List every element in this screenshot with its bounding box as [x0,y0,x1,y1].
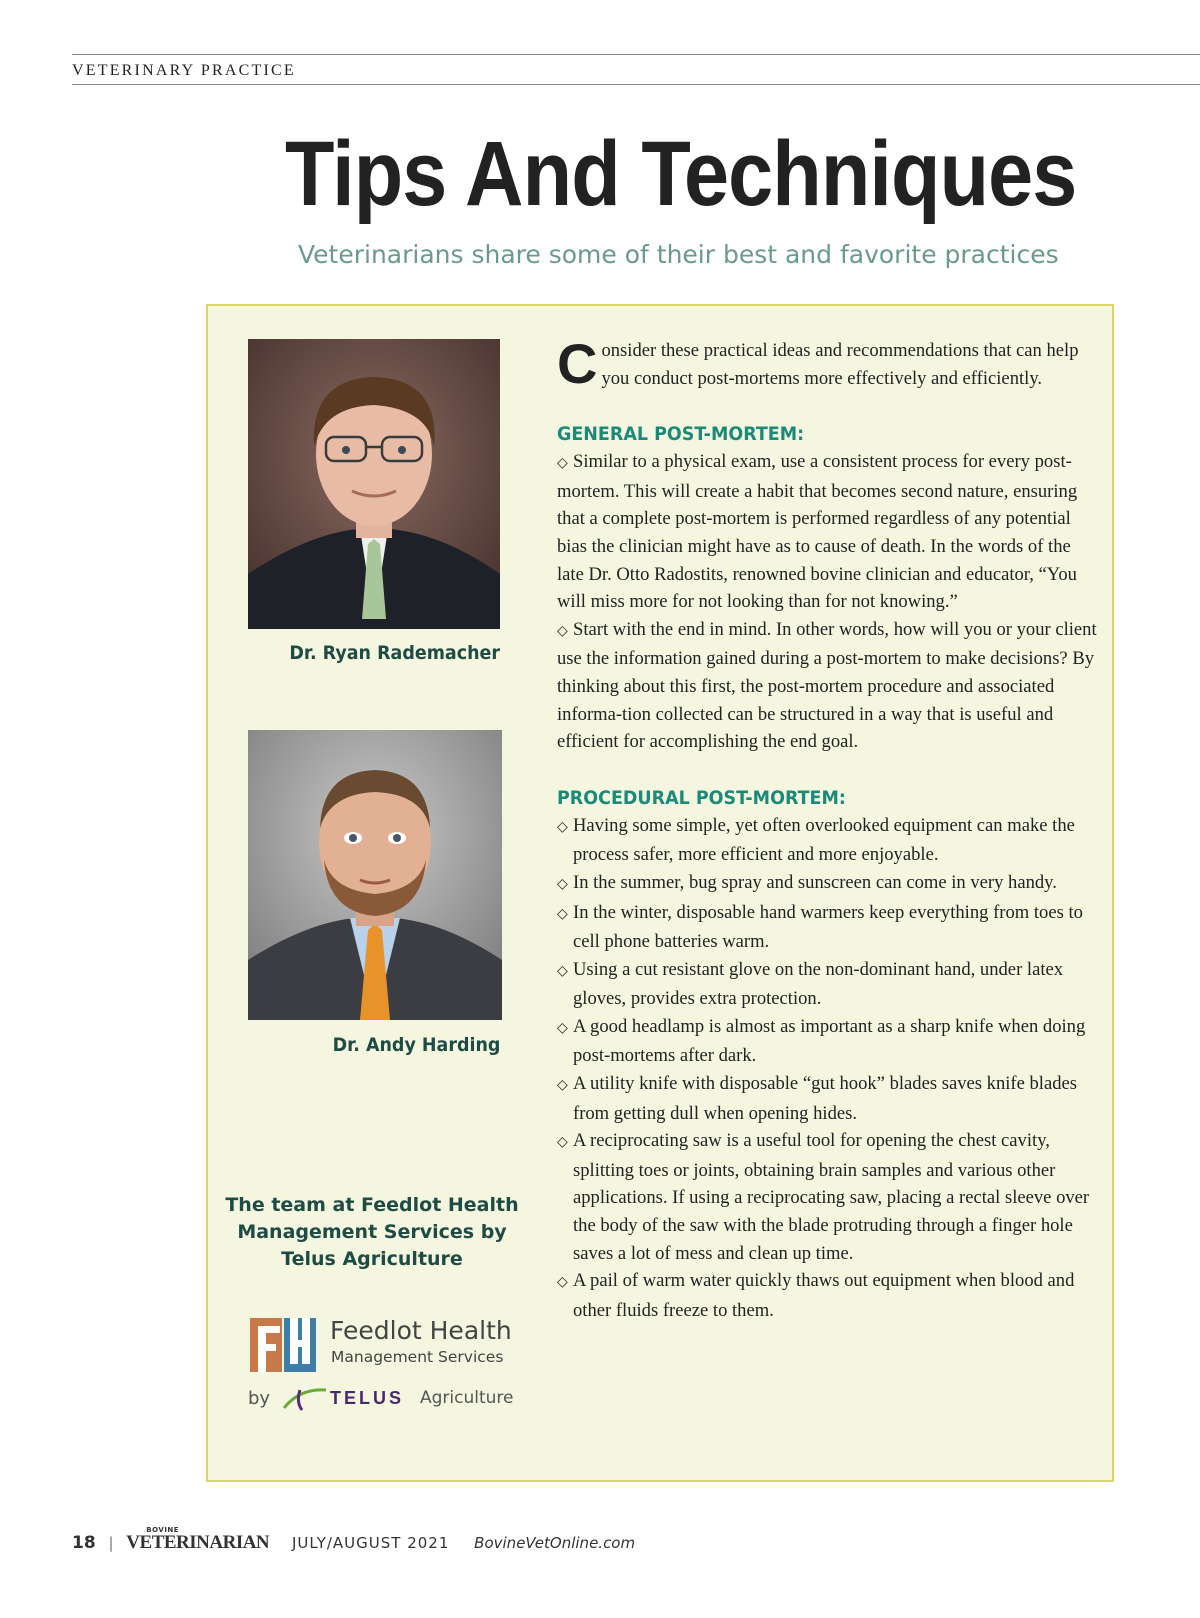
masthead-small: BOVINE [146,1526,180,1534]
diamond-bullet-icon: ◇ [557,876,568,892]
diamond-bullet-icon: ◇ [557,623,568,639]
diamond-bullet-icon: ◇ [557,819,568,835]
photo-ryan-rademacher [248,339,500,629]
procedural-item-text: A pail of warm water quickly thaws out equipment when blood and other fluids freeze to them. [573,1270,1075,1321]
procedural-item-text: In the summer, bug spray and sunscreen can come in very handy. [573,871,1057,893]
procedural-item-text: A utility knife with disposable “gut hook” blades saves knife blades from getting dull when opening hides. [573,1073,1078,1124]
procedural-item [557,1127,1097,1267]
diamond-bullet-icon: ◇ [557,1135,568,1151]
diamond-bullet-icon: ◇ [557,1275,568,1291]
logo-telus: TELUS [330,1388,405,1408]
procedural-item [557,1013,1097,1070]
general-item-text: Start with the end in mind. In other words, how will you or your client use the information gained during a post-mortem to make decisions? By thinking about this first, the post-mortem procedure and associated informa-tion collected can be structured in a way that is useful and efficient for accomplishing the end goal. [557,618,1097,753]
page-number: 18 [72,1533,96,1553]
procedural-item [557,1070,1097,1127]
logo-by: by [248,1388,271,1409]
header-bottom-rule [72,84,1200,85]
diamond-bullet-icon: ◇ [557,456,568,472]
masthead-text: VETERINARIAN [126,1532,270,1553]
diamond-bullet-icon: ◇ [557,1078,568,1094]
article-body [557,332,1097,1324]
team-line: The team at Feedlot Health [225,1194,519,1216]
procedural-item-text: Using a cut resistant glove on the non-dominant hand, under latex gloves, provides extra protection. [573,958,1064,1010]
procedural-item [557,812,1097,869]
intro-text: onsider these practical ideas and recommendations that can help you conduct post-mortems more effectively and efficiently. [601,340,1079,389]
procedural-item [557,1267,1097,1324]
procedural-item [557,899,1097,956]
issue-date: JULY/AUGUST 2021 [291,1534,450,1552]
caption-ryan-rademacher: Dr. Ryan Rademacher [289,642,500,664]
caption-andy-harding: Dr. Andy Harding [332,1034,500,1056]
footer-separator: | [108,1534,114,1552]
diamond-bullet-icon: ◇ [557,906,568,922]
feedlot-health-logo [248,1318,528,1418]
header-top-rule [72,54,1200,55]
procedural-item-text: In the winter, disposable hand warmers keep everything from toes to cell phone batteries warm. [573,901,1083,953]
diamond-bullet-icon: ◇ [557,1020,568,1036]
general-item-text: Similar to a physical exam, use a consistent process for every post-mortem. This will create a habit that becomes second nature, ensuring that a complete post-mortem is performed regardless of any potential bias the clinician might have as to cause of death. In the words of the late Dr. Otto Radostits, renowned bovine clinician and educator, “You will miss more for not looking than for not knowing.” [557,451,1078,613]
section-label: VETERINARY PRACTICE [72,62,296,79]
procedural-item [557,956,1097,1013]
logo-subname: Management Services [331,1348,504,1366]
website-link[interactable]: BovineVetOnline.com [474,1534,636,1552]
masthead-logo [126,1526,270,1554]
team-line: Management Services by [237,1221,507,1243]
intro-paragraph [557,332,1097,395]
procedural-item-text: A good headlamp is almost as important as a sharp knife when doing post-mortems after dark. [573,1015,1086,1067]
team-line: Telus Agriculture [281,1248,463,1270]
heading-general: GENERAL POST-MORTEM: [557,423,805,446]
article-title: Tips And Techniques [285,123,1077,225]
logo-agriculture: Agriculture [420,1388,514,1408]
logo-name: Feedlot Health [330,1316,512,1345]
general-item [557,448,1097,616]
page-footer [72,1526,636,1554]
photo-andy-harding [248,730,502,1020]
telus-leaf-icon [280,1384,330,1412]
diamond-bullet-icon: ◇ [557,963,568,979]
heading-procedural: PROCEDURAL POST-MORTEM: [557,786,846,809]
drop-cap: C [557,332,598,395]
team-credit [222,1192,522,1273]
procedural-item-text: Having some simple, yet often overlooked equipment can make the process safer, more efficient and more enjoyable. [573,814,1075,866]
article-subtitle: Veterinarians share some of their best and favorite practices [298,240,1059,269]
procedural-item-text: A reciprocating saw is a useful tool for opening the chest cavity, splitting toes or joints, obtaining brain samples and various other applications. If using a reciprocating saw, placing a rectal sleeve over the body of the saw with the blade protruding through a finger hole saves a lot of mess and clean up time. [573,1130,1090,1264]
procedural-item [557,869,1097,899]
general-item [557,616,1097,756]
